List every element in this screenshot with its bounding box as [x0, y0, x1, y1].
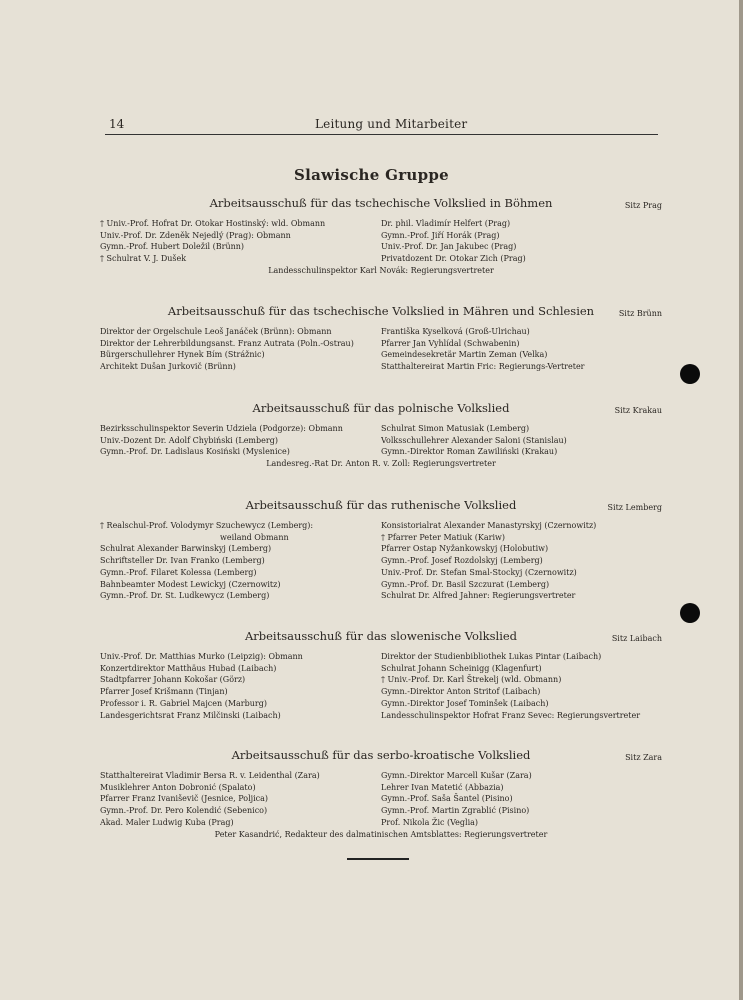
member-line: Volksschullehrer Alexander Saloni (Stanislau): [381, 435, 567, 445]
member-line: † Pfarrer Peter Matiuk (Kariw): [381, 532, 505, 542]
punch-hole: [680, 603, 700, 623]
member-line: Schulrat Alexander Barwinskyj (Lemberg): [100, 544, 272, 554]
page-header: [105, 116, 658, 134]
closing-rule: [347, 858, 409, 860]
member-line: Gymn.-Direktor Marcell Kušar (Zara): [381, 771, 532, 780]
section-seat: Sitz Laibach: [611, 634, 662, 643]
member-line: Landesschulinspektor Hofrat Franz Sevec: Regierungsvertreter: [381, 710, 641, 720]
members-left-column: [100, 651, 381, 721]
member-line: † Univ.-Prof. Dr. Karl Štrekelj (wld. Obmann): [381, 675, 562, 685]
member-line: Pfarrer Ostap Nyžankowskyj (Holobutiw): [381, 544, 549, 554]
section-title: Arbeitsausschuß für das slowenische Volkslied: [244, 629, 518, 643]
running-title: Leitung und Mitarbeiter: [315, 117, 468, 131]
section-seat: Sitz Prag: [624, 201, 662, 210]
committee-section-serbo-croatian: [100, 750, 662, 840]
government-representative: Landesreg.-Rat Dr. Anton R. v. Zoll: Regierungsvertreter: [266, 459, 496, 469]
member-line: Direktor der Studienbibliothek Lukas Pintar (Laibach): [381, 652, 602, 661]
member-line: Františka Kyselková (Groß-Ulrichau): [381, 327, 530, 336]
section-title: Arbeitsausschuß für das tschechische Volkslied in Böhmen: [209, 196, 553, 210]
member-line: Gymn.-Prof. Filaret Kolessa (Lemberg): [100, 567, 257, 577]
member-line: Architekt Dušan Jurkovič (Brünn): [100, 362, 236, 372]
section-seat: Sitz Krakau: [614, 406, 662, 415]
member-line: Privatdozent Dr. Otokar Zich (Prag): [381, 254, 526, 264]
member-line: Bezirksschulinspektor Severin Udziela (Podgorze): Obmann: [100, 424, 343, 433]
members-right-column: [381, 520, 662, 602]
member-line: Prof. Nikola Žic (Veglia): [381, 817, 479, 827]
section-title: Arbeitsausschuß für das ruthenische Volkslied: [245, 498, 517, 512]
member-line: Gymn.-Direktor Roman Zawiliński (Krakau): [381, 447, 558, 457]
members-right-column: [381, 651, 662, 721]
member-line: Univ.-Prof. Dr. Matthias Murko (Leipzig): Obmann: [100, 652, 303, 661]
member-line: Pfarrer Josef Krišmann (Tinjan): [100, 687, 228, 697]
member-line: Gymn.-Direktor Anton Stritof (Laibach): [381, 687, 541, 697]
committee-section-ruthenian: [100, 500, 662, 602]
header-rule: [105, 134, 658, 135]
member-line: Direktor der Orgelschule Leoš Janáček (Brünn): Obmann: [100, 327, 332, 336]
members-left-column: [100, 770, 381, 829]
page-edge: [739, 0, 743, 1000]
member-line: Gymn.-Prof. Jiří Horák (Prag): [381, 230, 500, 240]
member-line: Statthaltereirat Vladimir Bersa R. v. Leidenthal (Zara): [100, 771, 320, 780]
section-seat: Sitz Zara: [625, 753, 662, 762]
members-right-column: [381, 326, 662, 373]
member-line: Statthaltereirat Martin Fric: Regierungs-Vertreter: [381, 362, 585, 372]
committee-section-bohemia: [100, 198, 662, 277]
member-line: Gymn.-Prof. Hubert Doležil (Brünn): [100, 242, 245, 252]
member-line: Schulrat Johann Scheinigg (Klagenfurt): [381, 663, 542, 673]
section-title: Arbeitsausschuß für das tschechische Volkslied in Mähren und Schlesien: [167, 304, 595, 318]
member-line: Konzertdirektor Matthäus Hubad (Laibach): [100, 663, 277, 673]
member-line: Musiklehrer Anton Dobronić (Spalato): [100, 782, 256, 792]
member-line: Univ.-Dozent Dr. Adolf Chybiński (Lemberg): [100, 435, 278, 445]
members-left-column: [100, 423, 381, 458]
member-line: Schriftsteller Dr. Ivan Franko (Lemberg): [100, 556, 265, 566]
member-line: Lehrer Ivan Matetić (Abbazia): [381, 782, 504, 792]
member-line: Schulrat Simon Matusiak (Lemberg): [381, 424, 530, 433]
members-right-column: [381, 218, 662, 265]
member-line: Dr. phil. Vladimír Helfert (Prag): [381, 219, 511, 228]
government-representative: Landesschulinspektor Karl Novák: Regierungsvertreter: [268, 265, 494, 275]
page-number: 14: [109, 117, 125, 131]
member-line: Gymn.-Prof. Dr. Ladislaus Kosiński (Myslenice): [100, 447, 290, 457]
member-line: Bürgerschullehrer Hynek Bím (Strážnic): [100, 350, 265, 360]
member-line: Gymn.-Prof. Dr. Basil Szczurat (Lemberg): [381, 579, 550, 589]
member-line: † Univ.-Prof. Hofrat Dr. Otokar Hostinský: wld. Obmann: [100, 219, 326, 228]
punch-hole: [680, 364, 700, 384]
member-line: † Realschul-Prof. Volodymyr Szuchewycz (Lemberg):: [100, 521, 314, 530]
members-left-column: [100, 326, 381, 373]
member-line: † Schulrat V. J. Dušek: [100, 254, 187, 264]
member-line: Bahnbeamter Modest Lewickyj (Czernowitz): [100, 579, 281, 589]
member-line: Direktor der Lehrerbildungsanst. Franz Autrata (Poln.-Ostrau): [100, 338, 354, 348]
member-line: Gymn.-Prof. Dr. Pero Kolendić (Sebenico): [100, 806, 268, 816]
page-title: Slawische Gruppe: [293, 166, 450, 184]
committee-section-slovenian: [100, 631, 662, 721]
member-line: Gymn.-Direktor Josef Tominšek (Laibach): [381, 698, 549, 708]
member-line: Stadtpfarrer Johann Kokošar (Görz): [100, 675, 246, 685]
member-line: Gymn.-Prof. Dr. St. Ludkewycz (Lemberg): [100, 591, 270, 601]
committee-section-polish: [100, 403, 662, 470]
member-line: Konsistorialrat Alexander Manastyrskyj (Czernowitz): [381, 521, 597, 530]
members-right-column: [381, 423, 662, 458]
members-right-column: [381, 770, 662, 829]
member-line: Schulrat Dr. Alfred Jahner: Regierungsvertreter: [381, 591, 576, 601]
member-line: Univ.-Prof. Dr. Zdeněk Nejedlý (Prag): Obmann: [100, 230, 291, 240]
member-line: Pfarrer Franz Ivaniševič (Jesnice, Poljica): [100, 794, 269, 804]
member-line: Gymn.-Prof. Josef Rozdolskyj (Lemberg): [381, 556, 543, 566]
member-line: Gemeindesekretär Martin Zeman (Velka): [381, 350, 548, 360]
member-line: Univ.-Prof. Dr. Stefan Smal-Stockyj (Czernowitz): [381, 567, 577, 577]
member-line: Univ.-Prof. Dr. Jan Jakubec (Prag): [381, 242, 517, 252]
members-left-column: [100, 520, 381, 602]
member-line: Gymn.-Prof. Saša Šantel (Pisino): [381, 794, 513, 804]
section-title: Arbeitsausschuß für das polnische Volkslied: [252, 401, 510, 415]
member-line: Gymn.-Prof. Martin Zgrablić (Pisino): [381, 806, 530, 816]
member-line: Akad. Maler Ludwig Kuba (Prag): [100, 817, 234, 827]
member-line: Professor i. R. Gabriel Majcen (Marburg): [100, 698, 267, 708]
section-seat: Sitz Lemberg: [607, 503, 662, 512]
section-seat: Sitz Brünn: [618, 309, 662, 318]
government-representative: Peter Kasandrić, Redakteur des dalmatinischen Amtsblattes: Regierungsvertreter: [214, 829, 548, 839]
section-title: Arbeitsausschuß für das serbo-kroatische Volkslied: [231, 748, 531, 762]
member-line: Pfarrer Jan Vyhlídal (Schwabenin): [381, 338, 520, 348]
member-line: weiland Obmann: [220, 532, 289, 542]
committee-section-moravia: [100, 306, 662, 373]
member-line: Landesgerichtsrat Franz Milčinski (Laibach): [100, 710, 281, 720]
members-left-column: [100, 218, 381, 265]
